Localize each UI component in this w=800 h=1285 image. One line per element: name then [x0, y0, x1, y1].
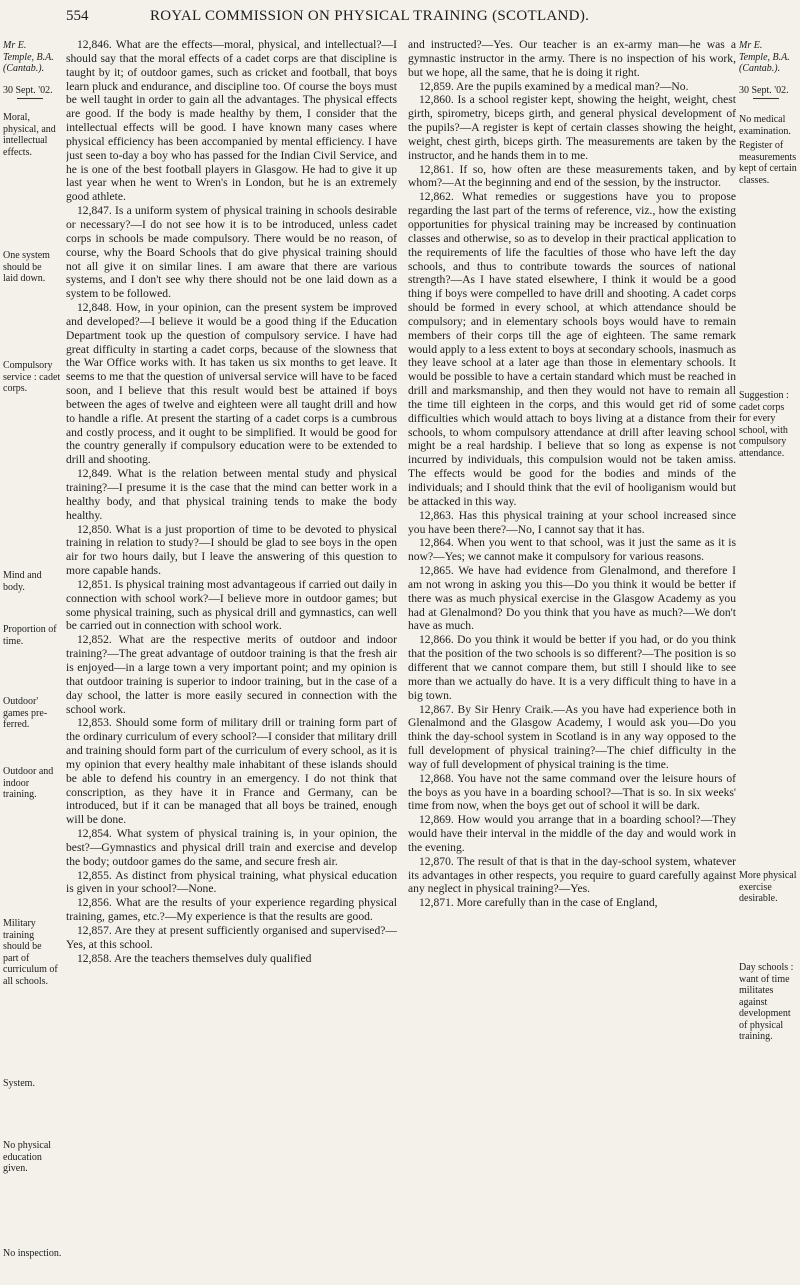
witness-degree: Temple, B.A.: [739, 51, 790, 63]
margin-note: Proportion of time.: [3, 624, 57, 647]
margin-witness: [739, 40, 799, 101]
evidence-paragraph: 12,855. As distinct from physical training, what physical education is given in your school?—None.: [66, 868, 397, 896]
evidence-paragraph: 12,859. Are the pupils examined by a medical man?—No.: [419, 79, 689, 93]
left-text-column: [66, 38, 397, 1278]
evidence-paragraph: 12,846. What are the effects—moral, physical, and intellectual?—I should say that the moral effects of a cadet corps are that discipline is taught by it; of outdoor games, such as cricket and football, that boys learn pluck and endurance, and discipline too. Of course the boys must be well taught in order to gain all the advantages. The physical effects are good. If the body is made healthy by them, I consider that the intellectual effects will be good. I have known many cases where physical efficiency has been accompanied by mental efficiency. I have just seen to-day a boy who has passed for the Indian Civil Service, and he is one of the best football players in Glasgow. He had to give it up last year when he went to Wren's in London, but he is an extremely good athlete.: [66, 38, 397, 204]
evidence-paragraph: 12,869. How would you arrange that in a boarding school?—They would have their interval in the middle of the day and would work in the evening.: [408, 813, 736, 854]
margin-note: No physical education given.: [3, 1140, 52, 1174]
margin-note: Outdoor' games pre- ferred.: [3, 696, 48, 730]
margin-note: Moral, physical, and intellectual effects.: [3, 112, 56, 158]
witness-degree: Temple, B.A.: [3, 51, 54, 63]
evidence-paragraph: 12,851. Is physical training most advantageous if carried out daily in connection with school work?—I believe more in outdoor games; but some physical training, such as physical drill and gymnastics, can well be carried out in connection with school work.: [66, 577, 397, 633]
evidence-paragraph: 12,860. Is a school register kept, showing the height, weight, chest girth, spirometry, biceps girth, and general physical development of the pupils?—A register is kept of certain classes showing the height, weight, chest girth, biceps girth. The measurements are taken by the instructor, and he hands them in to me.: [408, 93, 736, 162]
margin-note: Suggestion : cadet corps for every school, with compulsory attendance.: [739, 390, 789, 459]
evidence-paragraph: 12,871. More carefully than in the case of England,: [419, 896, 658, 910]
witness-institution: (Cantab.).: [3, 63, 45, 74]
evidence-paragraph: 12,850. What is a just proportion of time to be devoted to physical training in relation to study?—I should be glad to see boys in the open air for two hours daily, but I leave the answering of this question to more capable hands.: [66, 522, 397, 578]
margin-note: No medical examination.: [739, 114, 791, 137]
evidence-paragraph: 12,854. What system of physical training is, in your opinion, the best?—Gymnastics and physical drill train and exercise and develop the body; outdoor games do the same, and secure fresh air.: [66, 827, 397, 868]
running-title: ROYAL COMMISSION ON PHYSICAL TRAINING (SCOTLAND).: [150, 8, 590, 24]
margin-note: One system should be laid down.: [3, 250, 50, 284]
right-margin-notes: [739, 38, 799, 1278]
evidence-paragraph: 12,866. Do you think it would be better if you had, or do you think that the position of the two schools is so different?—The position is so different that we cannot compare them, but still I should like to see more than we actually do have. It is a very difficult thing to have in a big town.: [408, 633, 736, 702]
margin-note: Military training should be part of curriculum of all schools.: [3, 918, 58, 987]
margin-rule: [753, 98, 779, 99]
page-number: 554: [66, 8, 89, 24]
witness-date: 30 Sept. '02.: [3, 84, 53, 96]
evidence-paragraph: 12,863. Has this physical training at your school increased since you have been there?—No, I cannot say that it has.: [408, 508, 736, 536]
evidence-paragraph: 12,852. What are the respective merits of outdoor and indoor training?—The great advantage of outdoor training is that the fresh air is enjoyed—in a large town a very important point; and my opinion is that outdoor training is superior to indoor training, but in the case of a day school, the latter is more easily secured in connection with the school work.: [66, 633, 397, 716]
margin-note: Mind and body.: [3, 570, 42, 593]
evidence-paragraph: 12,858. Are the teachers themselves duly qualified: [77, 951, 312, 965]
evidence-paragraph: 12,853. Should some form of military drill or training form part of the ordinary curriculum of every school?—I consider that military drill and training should form part of the curriculum of every school, as it is my opinion that every healthy male inhabitant of these islands should be able to defend his country in an emergency. I do not think that conscription, as they have it in France and Germany, can be introduced, but if it can be managed that all boys be trained, enough will be done.: [66, 716, 397, 827]
evidence-paragraph: 12,847. Is a uniform system of physical training in schools desirable or necessary?—I do not see how it is to be introduced, unless cadet corps in schools be made compulsory. There would be no reason, of course, why the Board Schools that do give physical training should not all give it on similar lines. I am aware that there are various systems, and I don't see why there should not be one laid down as a system to be followed.: [66, 204, 397, 301]
evidence-paragraph: 12,856. What are the results of your experience regarding physical training, games, etc.?—My experience is that the results are good.: [66, 896, 397, 924]
margin-note: More physical exercise desirable.: [739, 870, 797, 904]
witness-name: Mr E.: [739, 40, 763, 51]
margin-note: No inspection.: [3, 1248, 62, 1259]
witness-name: Mr E.: [3, 40, 27, 51]
evidence-paragraph: 12,861. If so, how often are these measurements taken, and by whom?—At the beginning and end of the session, by the instructor.: [408, 162, 736, 190]
right-text-column: [408, 38, 736, 1278]
witness-date: 30 Sept. '02.: [739, 84, 789, 96]
evidence-paragraph: 12,867. By Sir Henry Craik.—As you have had experience both in Glenalmond and the Glasgow Academy, I would ask you—Do you think the day-school system in Scotland is in any way opposed to the full development of physical training?—The chief difficulty in the way of full development of physical training is the time.: [408, 702, 736, 771]
evidence-paragraph: 12,857. Are they at present sufficiently organised and supervised?—Yes, at this school.: [66, 924, 397, 951]
margin-note: System.: [3, 1078, 35, 1089]
margin-witness: [3, 40, 63, 101]
evidence-paragraph: 12,849. What is the relation between mental study and physical training?—I presume it is the case that the mind can better work in a healthy body, and that physical training tends to make the body healthy.: [66, 467, 397, 522]
evidence-paragraph: 12,868. You have not the same command over the leisure hours of the boys as you have in a boarding school?—That is so. In six weeks' time from now, when the boys get out of school it will be dark.: [408, 771, 736, 813]
evidence-paragraph: 12,864. When you went to that school, was it just the same as it is now?—Yes; we cannot make it compulsory for various reasons.: [408, 536, 736, 564]
evidence-paragraph: 12,848. How, in your opinion, can the present system be improved and developed?—I believe it would be a good thing if the Education Department took up the question of compulsory service. I have had great difficulty in starting a cadet corps, because of the slowness that the War Office works with. It has taken us six months to get leave. It seems to me that the question of universal service will have to be faced soon, and I believe that this result would best be attained if boys between the ages of twelve and eighteen were all taught drill and how to handle a rifle. At present the starting of a cadet corps is a cumbrous and costly process, and it ought to be simplified. It would be good for the country generally if compulsory education were to be extended to drill and shooting.: [66, 301, 397, 467]
margin-note: Outdoor and indoor training.: [3, 766, 54, 800]
margin-rule: [17, 98, 43, 99]
margin-note: Compulsory service : cadet corps.: [3, 360, 61, 394]
evidence-paragraph: and instructed?—Yes. Our teacher is an ex-army man—he was a gymnastic instructor in the army. There is no inspection of his work, but we hope, all the same, that he is doing it right.: [408, 38, 736, 79]
page-header: [0, 6, 800, 30]
evidence-paragraph: 12,862. What remedies or suggestions have you to propose regarding the last part of the terms of reference, viz., how the existing opportunities for physical training may be increased by continuation classes and otherwise, so as to develop in their practical application to the requirements of life the faculties of those who have left the day schools, and thus to contribute towards the sources of national strength?—As I have stated elsewhere, I think it would be a good thing if boys were compelled to have drill and shooting. A cadet corps should be formed in every school, at which attendance should be compulsory; and in elementary schools boys would have to remain members of their corps till the age of eighteen. The same remark would apply to a less extent to boys at secondary schools, inasmuch as they leave school at a later age than those in elementary schools. It would be possible to have a certain standard which must be reached in drill and marksmanship, and then they would not have to remain all the time till eighteen in the corps, and this would get rid of some difficulties which would attach to boys living at a distance from their schools, to whom compulsory attendance at drill after leaving school might be a real hardship. I believe that so long as expense is not incurred by individuals, this compulsion would not be taken amiss. The effects would be good for the bodies and minds of the individuals; and I should think that the evil of hooliganism would but be attacked in this way.: [408, 190, 736, 508]
left-margin-notes: [3, 38, 63, 1278]
evidence-paragraph: 12,865. We have had evidence from Glenalmond, and therefore I am not wrong in asking you this—Do you think it would be better if there was as much physical exercise in the Glasgow Academy as you had at Glenalmond? Do you think that you have as much?—We don't have as much.: [408, 564, 736, 633]
witness-institution: (Cantab.).: [739, 63, 781, 74]
evidence-paragraph: 12,870. The result of that is that in the day-school system, whatever its advantages in other respects, you require to guard carefully against any neglect in physical training?—Yes.: [408, 854, 736, 896]
margin-note: Day schools : want of time militates against development of physical training.: [739, 962, 794, 1042]
margin-note: Register of measurements kept of certain classes.: [739, 140, 797, 186]
